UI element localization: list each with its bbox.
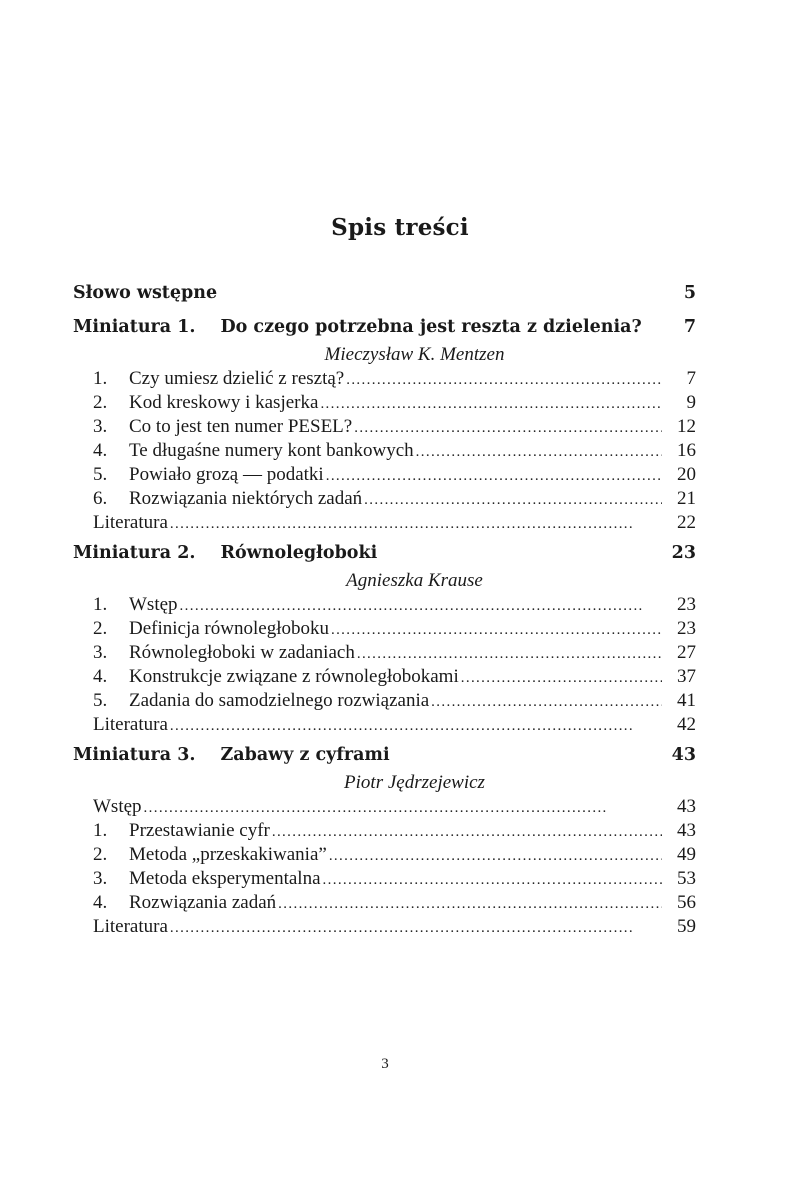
toc-entry[interactable] xyxy=(73,690,696,714)
entry-page: 16 xyxy=(677,440,696,461)
entry-page: 12 xyxy=(677,416,696,437)
dot-leader xyxy=(329,848,662,865)
toc-entry[interactable] xyxy=(73,844,696,868)
dot-leader xyxy=(346,372,662,389)
entry-index: 3. xyxy=(93,642,108,663)
dot-leader xyxy=(357,646,662,663)
dot-leader xyxy=(320,396,662,413)
entry-page: 37 xyxy=(677,666,696,687)
preface-label: Słowo wstępne xyxy=(73,283,218,303)
entry-page: 56 xyxy=(677,892,696,913)
dot-leader xyxy=(180,598,662,615)
toc-entry[interactable] xyxy=(73,594,696,618)
entry-page: 27 xyxy=(677,642,696,663)
chapter-author: Mieczysław K. Mentzen xyxy=(324,344,505,365)
entry-index: 3. xyxy=(93,416,108,437)
toc-entry[interactable] xyxy=(73,892,696,916)
entry-label: Literatura xyxy=(93,512,168,533)
entry-page: 43 xyxy=(677,820,696,841)
toc-entry[interactable] xyxy=(73,916,696,940)
dot-leader xyxy=(354,420,662,437)
entry-label: Równoległoboki w zadaniach xyxy=(129,642,355,663)
entry-page: 21 xyxy=(677,488,696,509)
entry-label: Co to jest ten numer PESEL? xyxy=(129,416,353,437)
entry-page: 9 xyxy=(686,392,696,413)
entry-label: Literatura xyxy=(93,916,168,937)
chapter-heading[interactable] xyxy=(73,738,696,772)
chapter-title: Zabawy z cyframi xyxy=(220,745,390,765)
table-of-contents xyxy=(73,276,696,940)
dot-leader xyxy=(431,694,662,711)
entry-label: Definicja równoległoboku xyxy=(129,618,329,639)
toc-entry[interactable] xyxy=(73,868,696,892)
entry-page: 42 xyxy=(677,714,696,735)
entry-label: Czy umiesz dzielić z resztą? xyxy=(129,368,345,389)
entry-page: 23 xyxy=(677,618,696,639)
toc-entry[interactable] xyxy=(73,512,696,536)
entry-index: 2. xyxy=(93,392,108,413)
toc-entry[interactable] xyxy=(73,440,696,464)
chapter-prefix: Miniatura 2. xyxy=(73,543,196,563)
chapter-heading[interactable] xyxy=(73,536,696,570)
toc-entry[interactable] xyxy=(73,464,696,488)
chapter-title: Równoległoboki xyxy=(220,543,378,563)
entry-label: Rozwiązania zadań xyxy=(129,892,277,913)
toc-entry[interactable] xyxy=(73,642,696,666)
entry-label: Metoda „przeskakiwania” xyxy=(129,844,327,865)
dot-leader xyxy=(278,896,662,913)
toc-title: Spis treści xyxy=(331,214,469,241)
entry-label: Przestawianie cyfr xyxy=(129,820,270,841)
toc-entry[interactable] xyxy=(73,416,696,440)
entry-index: 5. xyxy=(93,464,108,485)
chapter-title: Do czego potrzebna jest reszta z dzielenia? xyxy=(220,317,642,337)
entry-label: Rozwiązania niektórych zadań xyxy=(129,488,363,509)
entry-index: 6. xyxy=(93,488,108,509)
entry-index: 2. xyxy=(93,618,108,639)
dot-leader xyxy=(170,718,662,735)
entry-label: Powiało grozą — podatki xyxy=(129,464,324,485)
entry-page: 23 xyxy=(677,594,696,615)
chapter-author: Piotr Jędrzejewicz xyxy=(344,772,485,793)
chapter-prefix: Miniatura 1. xyxy=(73,317,196,337)
page-number: 3 xyxy=(381,1056,389,1072)
preface-page: 5 xyxy=(683,283,696,303)
dot-leader xyxy=(170,516,662,533)
chapter-page: 7 xyxy=(683,317,696,337)
entry-label: Metoda eksperymentalna xyxy=(129,868,321,889)
entry-label: Zadania do samodzielnego rozwiązania xyxy=(129,690,430,711)
dot-leader xyxy=(461,670,662,687)
dot-leader xyxy=(416,444,662,461)
toc-entry[interactable] xyxy=(73,714,696,738)
entry-index: 1. xyxy=(93,594,108,615)
toc-entry[interactable] xyxy=(73,666,696,690)
entry-page: 20 xyxy=(677,464,696,485)
entry-index: 4. xyxy=(93,666,108,687)
chapter-page: 43 xyxy=(671,745,696,765)
entry-index: 4. xyxy=(93,892,108,913)
entry-page: 41 xyxy=(677,690,696,711)
dot-leader xyxy=(323,872,662,889)
dot-leader xyxy=(326,468,662,485)
entry-index: 4. xyxy=(93,440,108,461)
dot-leader xyxy=(331,622,662,639)
entry-label: Konstrukcje związane z równoległobokami xyxy=(129,666,459,687)
toc-preface[interactable] xyxy=(73,276,696,310)
entry-label: Kod kreskowy i kasjerka xyxy=(129,392,319,413)
dot-leader xyxy=(364,492,662,509)
dot-leader xyxy=(144,800,662,817)
entry-label: Wstęp xyxy=(93,796,142,817)
entry-page: 22 xyxy=(677,512,696,533)
entry-page: 59 xyxy=(677,916,696,937)
entry-page: 7 xyxy=(686,368,696,389)
entry-page: 43 xyxy=(677,796,696,817)
toc-entry[interactable] xyxy=(73,368,696,392)
entry-label: Te długaśne numery kont bankowych xyxy=(129,440,414,461)
chapter-author: Agnieszka Krause xyxy=(346,570,483,591)
toc-entry[interactable] xyxy=(73,392,696,416)
chapter-prefix: Miniatura 3. xyxy=(73,745,196,765)
chapters-list xyxy=(73,310,696,940)
chapter-heading[interactable] xyxy=(73,310,696,344)
entry-label: Literatura xyxy=(93,714,168,735)
entry-index: 5. xyxy=(93,690,108,711)
toc-entry[interactable] xyxy=(73,618,696,642)
dot-leader xyxy=(272,824,662,841)
toc-entry[interactable] xyxy=(73,488,696,512)
entry-index: 3. xyxy=(93,868,108,889)
entry-page: 49 xyxy=(677,844,696,865)
entry-index: 1. xyxy=(93,368,108,389)
toc-entry[interactable] xyxy=(73,796,696,820)
chapter-page: 23 xyxy=(671,543,696,563)
entry-index: 1. xyxy=(93,820,108,841)
entry-page: 53 xyxy=(677,868,696,889)
entry-label: Wstęp xyxy=(129,594,178,615)
toc-entry[interactable] xyxy=(73,820,696,844)
entry-index: 2. xyxy=(93,844,108,865)
dot-leader xyxy=(170,920,662,937)
